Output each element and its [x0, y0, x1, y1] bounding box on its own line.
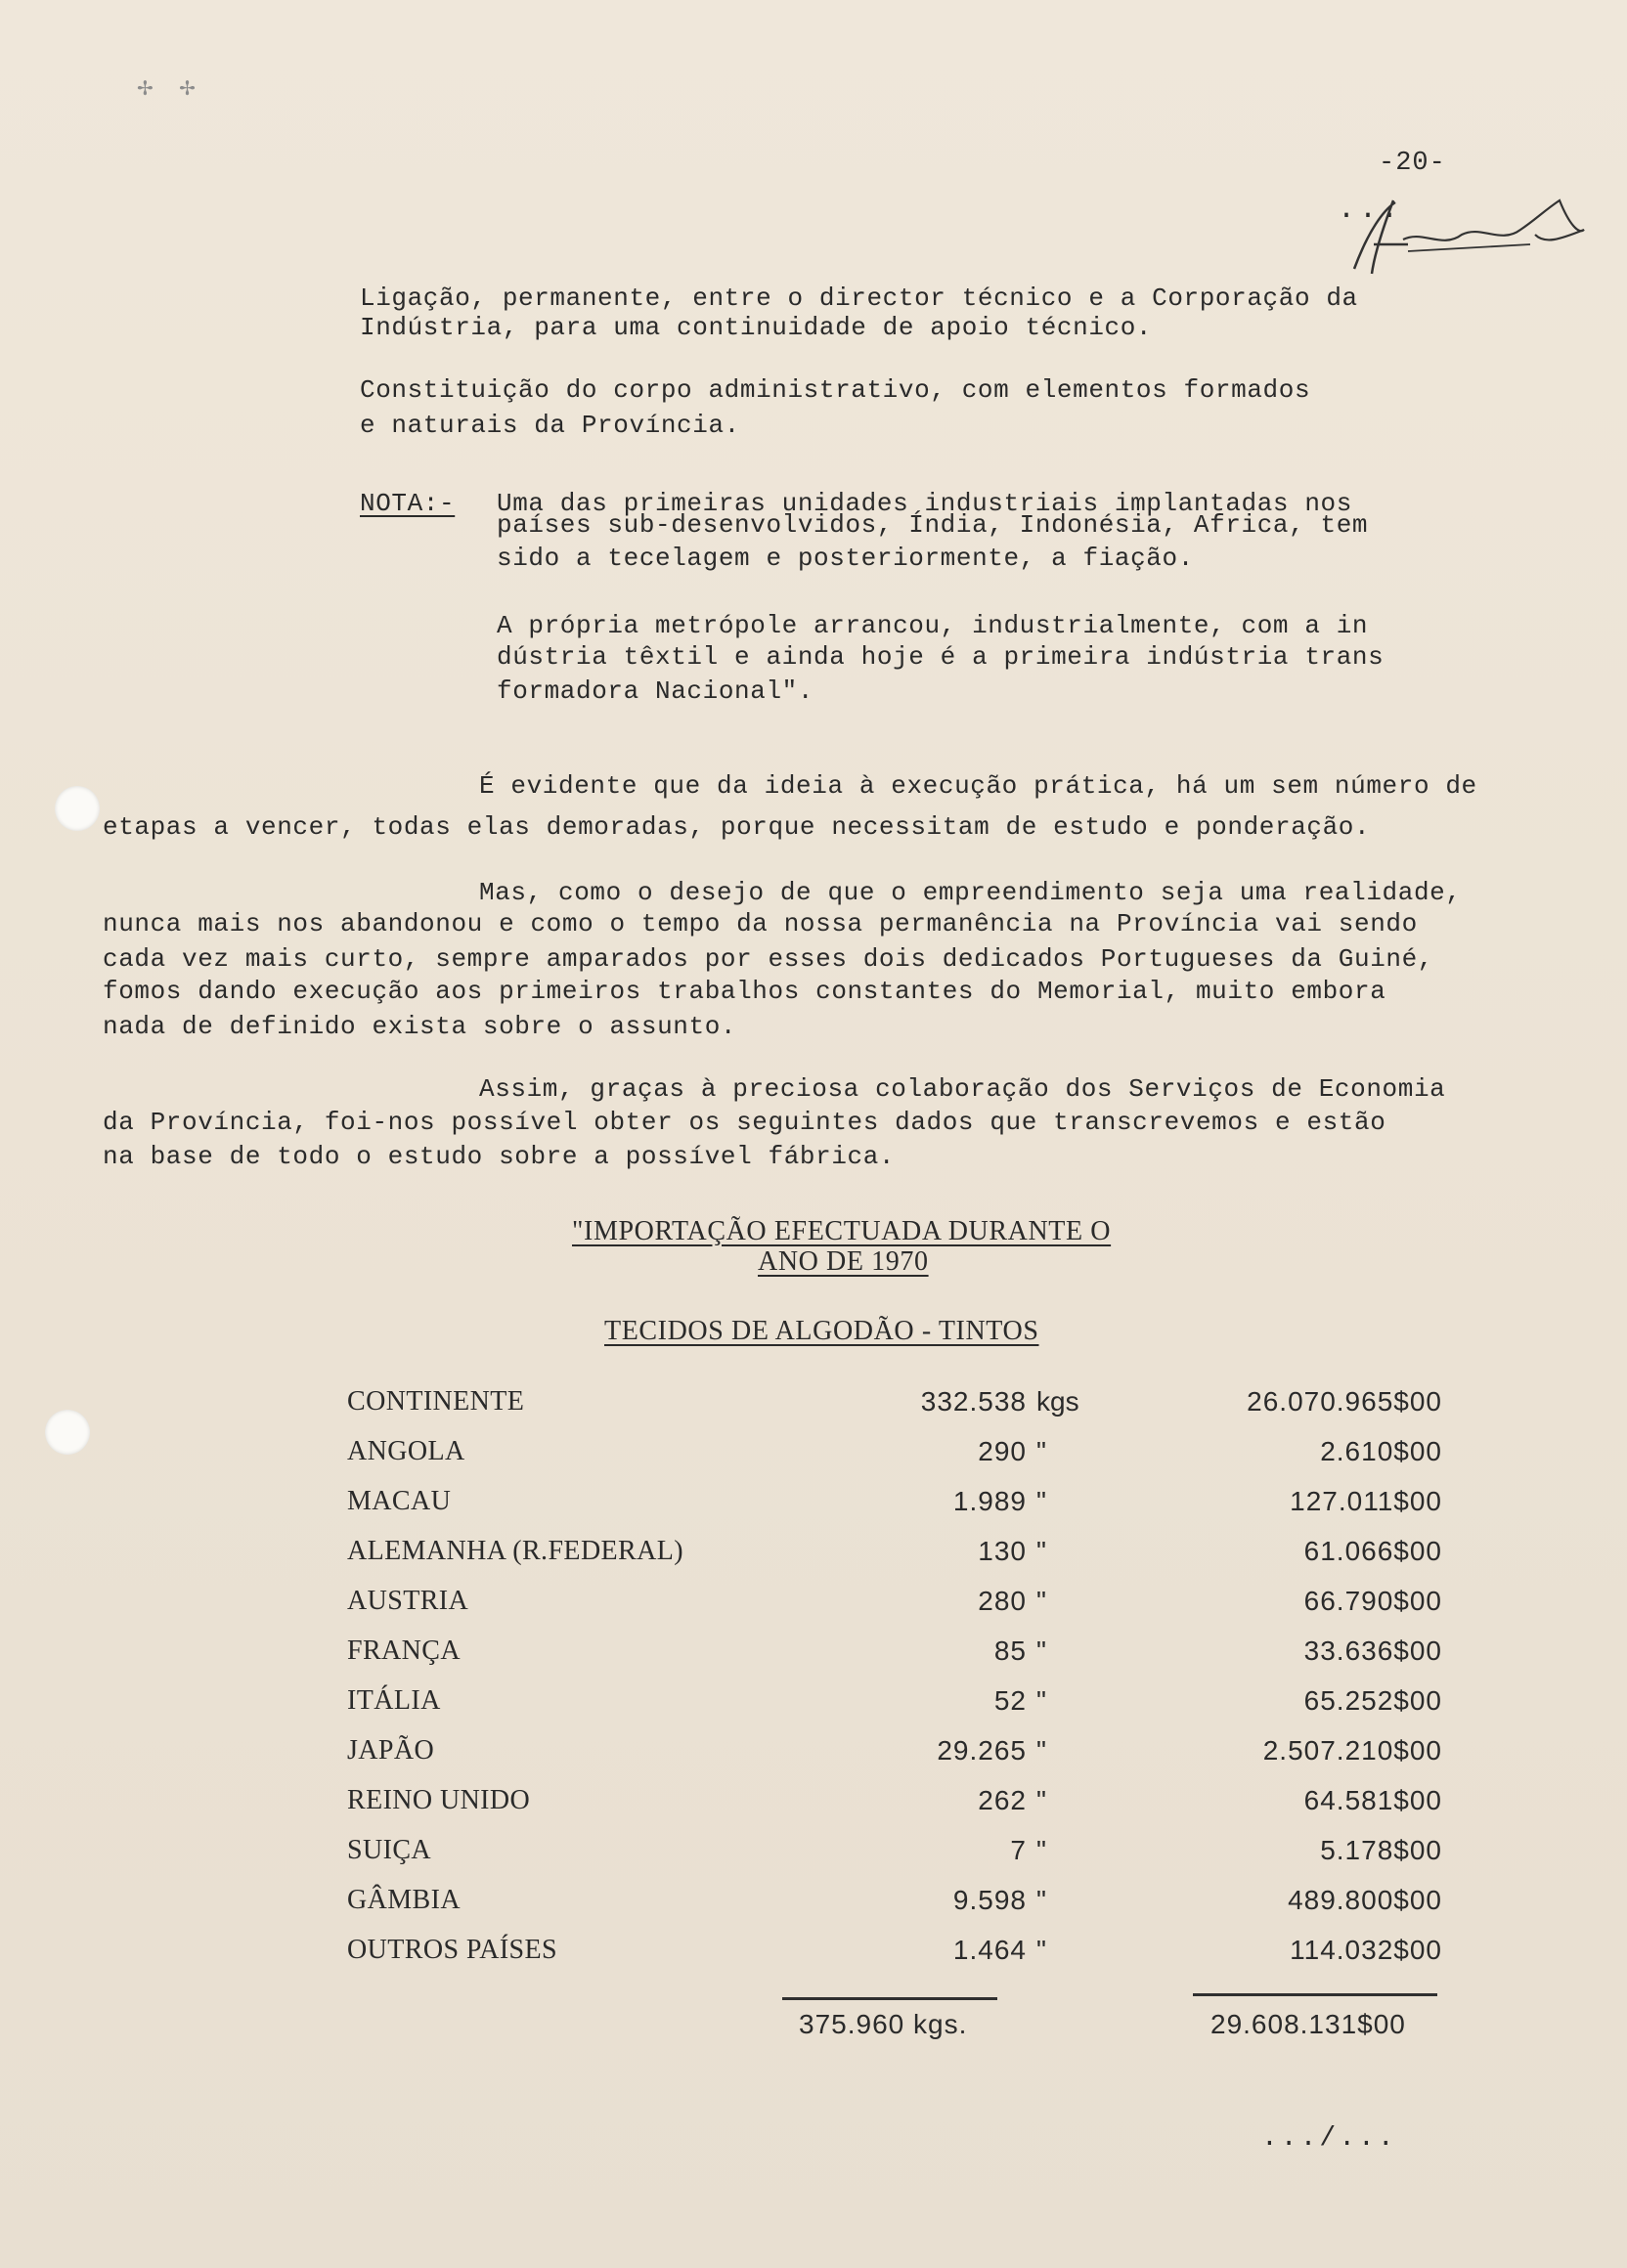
unit-cell: " — [1036, 1885, 1046, 1915]
unit-cell: " — [1036, 1935, 1046, 1965]
country-cell: FRANÇA — [347, 1636, 461, 1666]
total-kgs: 375.960 kgs. — [799, 2009, 968, 2039]
intro-para2-line1: Constituição do corpo administrativo, com elementos formados — [360, 375, 1311, 405]
body-p2-line1: Mas, como o desejo de que o empreendimento seja uma realidade, — [479, 878, 1462, 907]
country-cell: REINO UNIDO — [347, 1785, 531, 1815]
value-cell: 66.790$00 — [1303, 1586, 1442, 1616]
unit-cell: " — [1036, 1486, 1046, 1516]
country-cell: AUSTRIA — [347, 1586, 469, 1616]
unit-cell: " — [1036, 1685, 1046, 1716]
body-p3-line3: na base de todo o estudo sobre a possível fábrica. — [103, 1142, 896, 1171]
table-row — [347, 1785, 1442, 1835]
unit-cell: " — [1036, 1436, 1046, 1466]
country-cell: JAPÃO — [347, 1735, 435, 1766]
country-cell: GÂMBIA — [347, 1885, 461, 1915]
total-value: 29.608.131$00 — [1210, 2009, 1406, 2039]
punch-hole-top — [55, 786, 100, 831]
body-p2-line5: nada de definido exista sobre o assunto. — [103, 1012, 737, 1041]
value-cell: 114.032$00 — [1290, 1935, 1442, 1965]
nota-line6: formadora Nacional". — [497, 676, 814, 706]
nota-line3: sido a tecelagem e posteriormente, a fiação. — [497, 544, 1194, 573]
table-title-line1: "IMPORTAÇÃO EFECTUADA DURANTE O — [572, 1216, 1112, 1246]
unit-cell: " — [1036, 1636, 1046, 1666]
kgs-cell: 290 — [978, 1436, 1027, 1466]
nota-line2: países sub-desenvolvidos, Índia, Indonésia, Africa, tem — [497, 510, 1369, 540]
table-row — [347, 1885, 1442, 1935]
value-cell: 33.636$00 — [1303, 1636, 1442, 1666]
table-row — [347, 1536, 1442, 1586]
value-cell: 26.070.965$00 — [1247, 1386, 1442, 1417]
kgs-cell: 85 — [993, 1636, 1027, 1666]
body-p1-line2: etapas a vencer, todas elas demoradas, porque necessitam de estudo e ponderação. — [103, 812, 1371, 842]
unit-cell: " — [1036, 1835, 1046, 1865]
table-row — [347, 1386, 1442, 1436]
table-row — [347, 1636, 1442, 1685]
value-cell: 61.066$00 — [1303, 1536, 1442, 1566]
body-p2-line2: nunca mais nos abandonou e como o tempo da nossa permanência na Província vai sendo — [103, 909, 1418, 938]
table-row — [347, 1835, 1442, 1885]
country-cell: OUTROS PAÍSES — [347, 1935, 558, 1965]
table-row — [347, 1586, 1442, 1636]
table-row — [347, 1735, 1442, 1785]
pencil-mark: ✢ ✢ — [137, 76, 205, 100]
signature — [1335, 191, 1589, 279]
page-number: -20- — [1379, 149, 1446, 178]
kgs-cell: 9.598 — [952, 1885, 1027, 1915]
intro-para2-line2: e naturais da Província. — [360, 411, 740, 440]
kgs-cell: 1.464 — [952, 1935, 1027, 1965]
nota-line4: A própria metrópole arrancou, industrialmente, com a in — [497, 611, 1369, 640]
value-cell: 2.507.210$00 — [1262, 1735, 1442, 1766]
value-cell: 5.178$00 — [1320, 1835, 1442, 1865]
value-cell: 64.581$00 — [1303, 1785, 1442, 1815]
value-cell: 489.800$00 — [1288, 1885, 1442, 1915]
nota-line1: Uma das primeiras unidades industriais implantadas nos — [497, 489, 1352, 518]
kgs-cell: 280 — [978, 1586, 1027, 1616]
continuation-marker-top: ... — [1338, 194, 1403, 227]
kgs-cell: 7 — [1010, 1835, 1027, 1865]
country-cell: ALEMANHA (R.FEDERAL) — [347, 1536, 683, 1566]
value-cell: 2.610$00 — [1320, 1436, 1442, 1466]
total-value-rule — [1193, 1993, 1437, 1996]
unit-cell: kgs — [1036, 1386, 1079, 1417]
body-p3-line1: Assim, graças à preciosa colaboração dos Serviços de Economia — [479, 1074, 1446, 1104]
intro-para1-line2: Indústria, para uma continuidade de apoio técnico. — [360, 313, 1153, 342]
punch-hole-bottom — [45, 1410, 90, 1455]
country-cell: CONTINENTE — [347, 1386, 525, 1417]
body-p2-line4: fomos dando execução aos primeiros trabalhos constantes do Memorial, muito embora — [103, 977, 1386, 1006]
kgs-cell: 29.265 — [937, 1735, 1027, 1766]
table-title-line2: ANO DE 1970 — [758, 1246, 929, 1277]
table-subtitle: TECIDOS DE ALGODÃO - TINTOS — [604, 1316, 1039, 1346]
country-cell: SUIÇA — [347, 1835, 432, 1865]
kgs-cell: 130 — [978, 1536, 1027, 1566]
body-p2-line3: cada vez mais curto, sempre amparados por esses dois dedicados Portugueses da Guiné, — [103, 944, 1434, 974]
continuation-marker-bottom: .../... — [1261, 2123, 1397, 2154]
table-row — [347, 1436, 1442, 1486]
table-row — [347, 1935, 1442, 1984]
total-kgs-rule — [782, 1997, 997, 2000]
country-cell: ITÁLIA — [347, 1685, 441, 1716]
kgs-cell: 52 — [993, 1685, 1027, 1716]
value-cell: 127.011$00 — [1290, 1486, 1442, 1516]
unit-cell: " — [1036, 1536, 1046, 1566]
nota-line5: dústria têxtil e ainda hoje é a primeira indústria trans — [497, 642, 1385, 672]
kgs-cell: 332.538 — [920, 1386, 1027, 1417]
unit-cell: " — [1036, 1586, 1046, 1616]
unit-cell: " — [1036, 1735, 1046, 1766]
country-cell: MACAU — [347, 1486, 452, 1516]
import-table — [347, 1386, 1442, 1984]
body-p1-line1: É evidente que da ideia à execução prática, há um sem número de — [479, 771, 1477, 801]
unit-cell: " — [1036, 1785, 1046, 1815]
nota-label: NOTA:- — [360, 489, 456, 518]
kgs-cell: 1.989 — [952, 1486, 1027, 1516]
table-row — [347, 1685, 1442, 1735]
value-cell: 65.252$00 — [1303, 1685, 1442, 1716]
table-row — [347, 1486, 1442, 1536]
country-cell: ANGOLA — [347, 1436, 465, 1466]
kgs-cell: 262 — [978, 1785, 1027, 1815]
intro-para1-line1: Ligação, permanente, entre o director técnico e a Corporação da — [360, 284, 1358, 313]
body-p3-line2: da Província, foi-nos possível obter os seguintes dados que transcrevemos e estão — [103, 1108, 1386, 1137]
